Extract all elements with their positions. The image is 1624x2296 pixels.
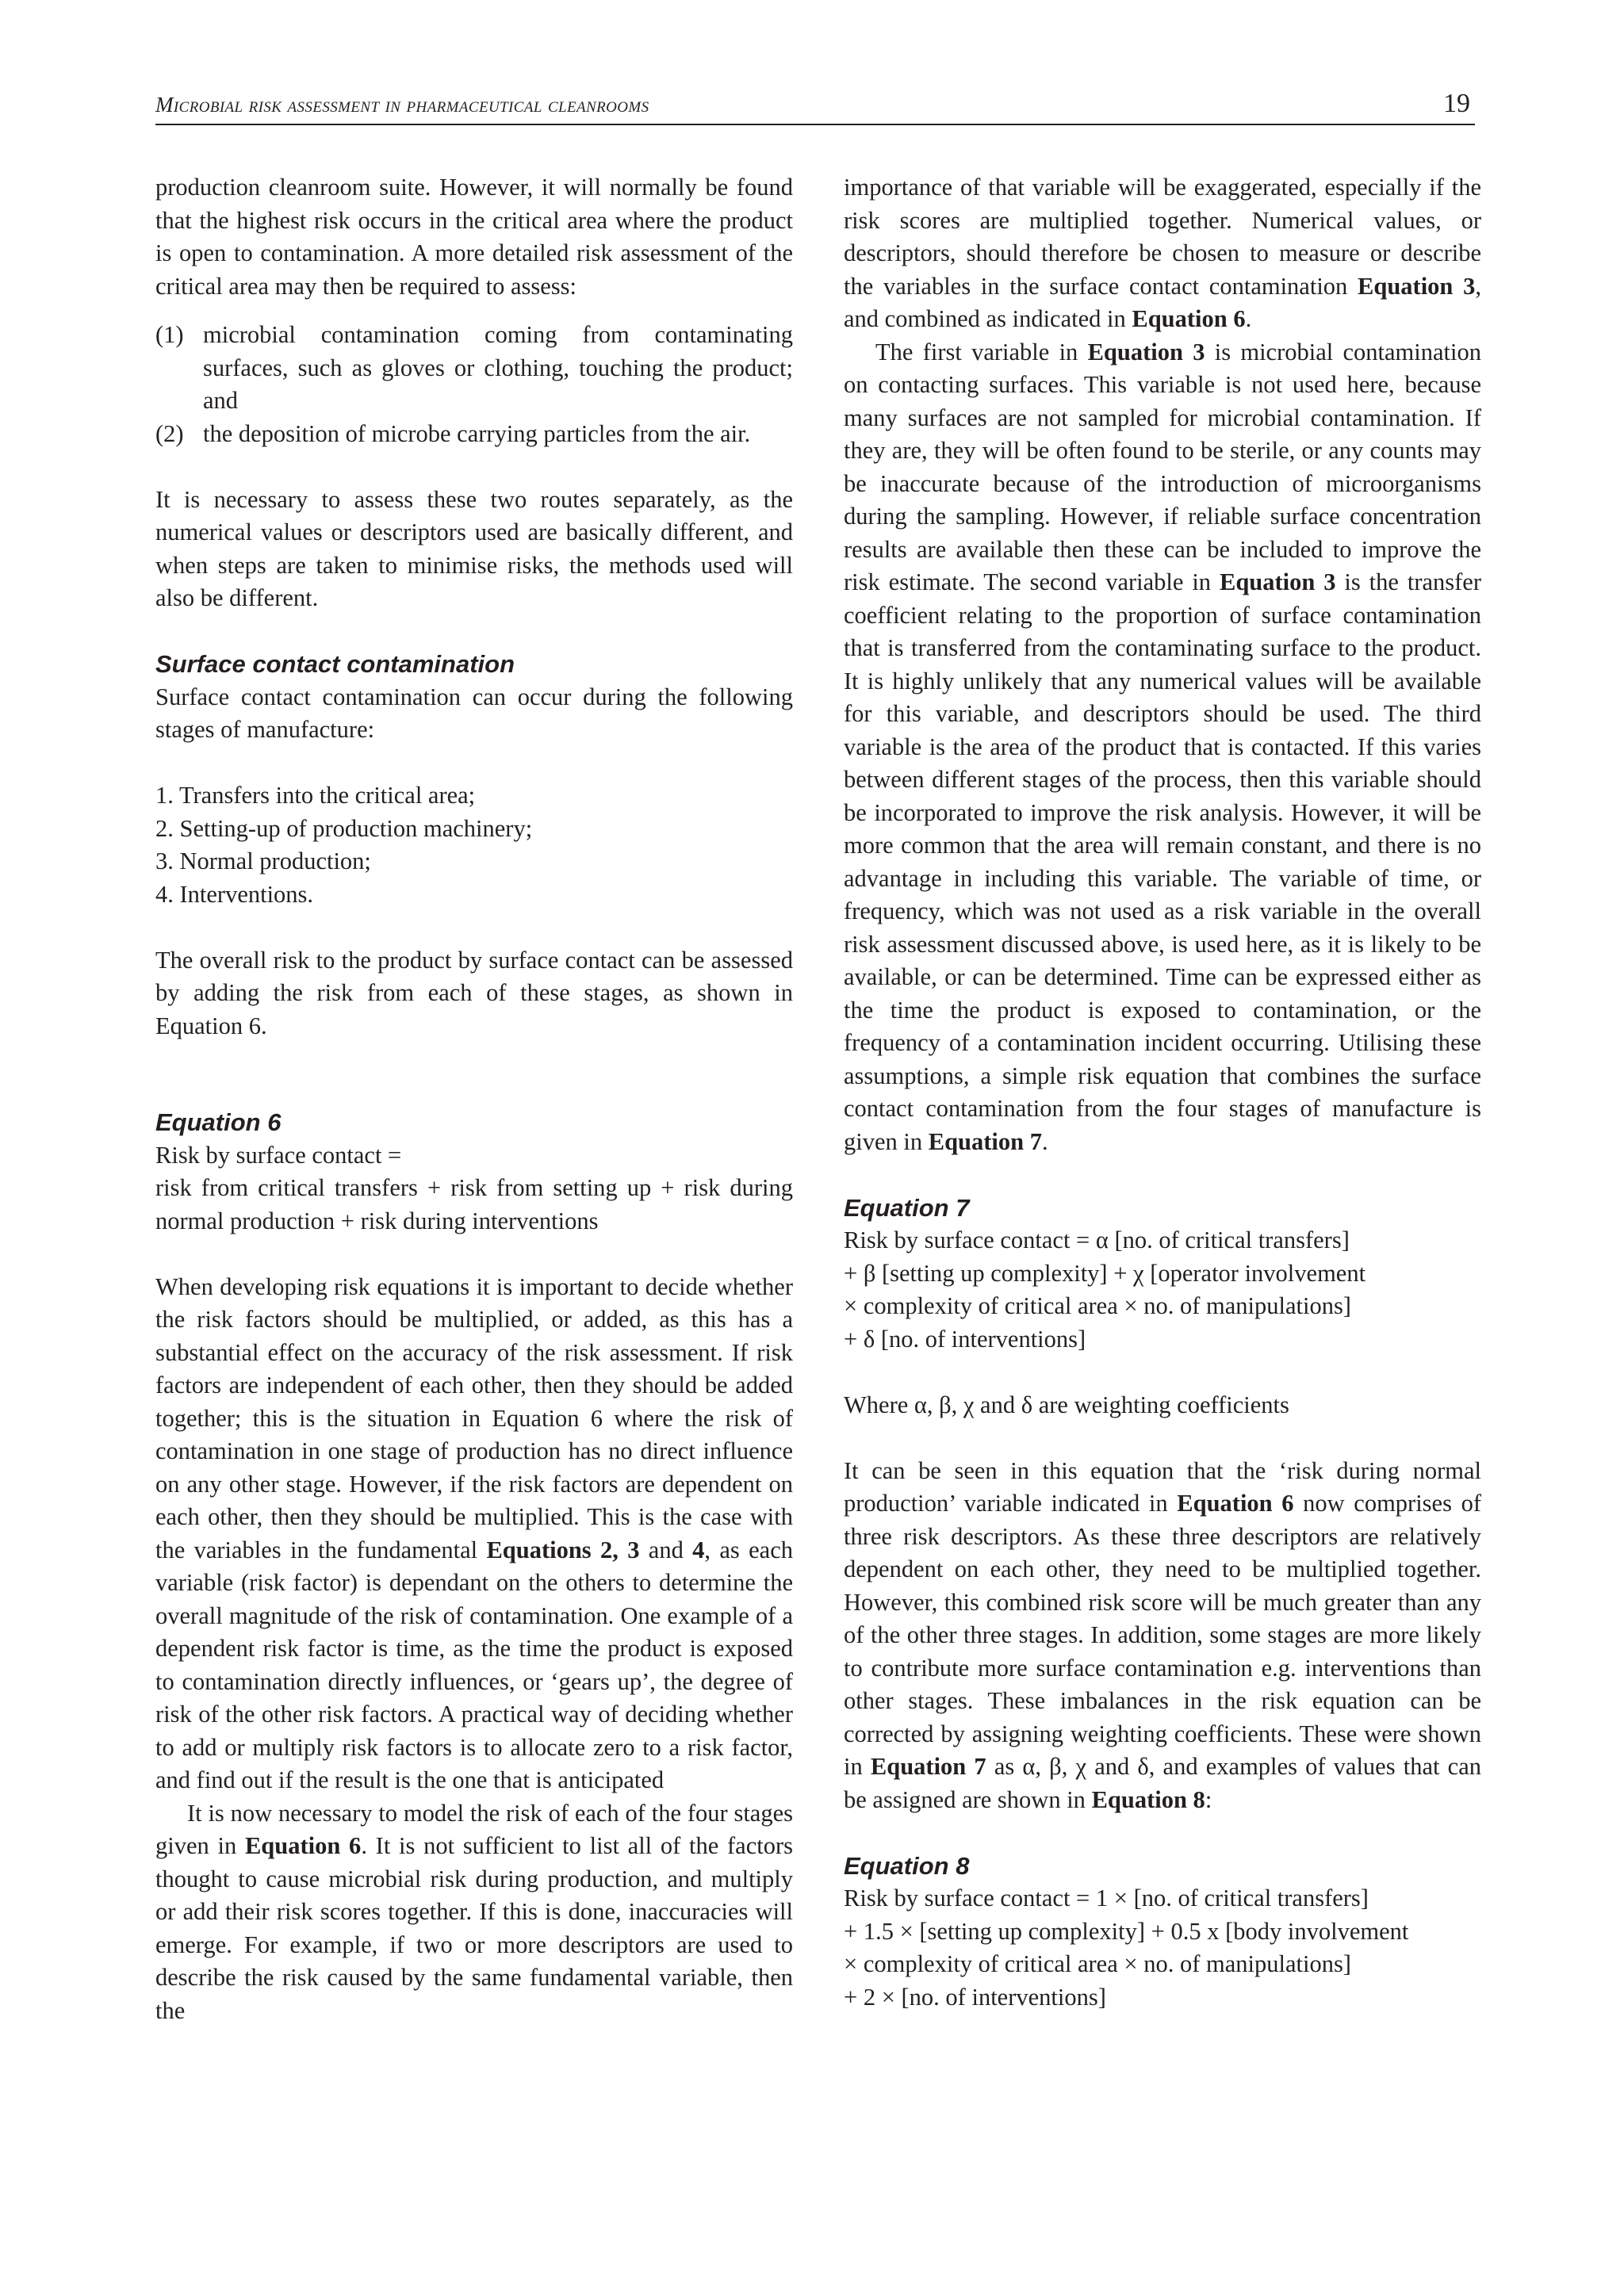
right-column xyxy=(844,171,1481,2014)
list-number: (1) xyxy=(155,321,184,348)
stage-item: 2. Setting-up of production machinery; xyxy=(155,814,533,842)
equation-heading: Equation 8 xyxy=(844,1851,970,1880)
running-title: Microbial risk assessment in pharmaceutical cleanrooms xyxy=(155,93,649,117)
coefficient-note: Where α, β, χ and δ are weighting coefficients xyxy=(844,1391,1289,1418)
left-column xyxy=(155,171,793,2027)
stage-item: 4. Interventions. xyxy=(155,880,314,908)
equation-line: Risk by surface contact = xyxy=(155,1141,402,1169)
list-item xyxy=(155,418,793,451)
equation-line: Risk by surface contact = α [no. of critical transfers] xyxy=(844,1226,1350,1253)
page-number: 19 xyxy=(1443,89,1470,118)
section-heading: Surface contact contamination xyxy=(155,650,515,678)
paragraph: Surface contact contamination can occur during the following stages of manufacture: xyxy=(155,683,793,743)
equation-line: + δ [no. of interventions] xyxy=(844,1325,1086,1353)
equation-line: risk from critical transfers + risk from setting up + risk during normal production + risk during interventions xyxy=(155,1174,793,1234)
list-number: (2) xyxy=(155,419,184,447)
page-header xyxy=(155,86,1475,125)
paragraph: production cleanroom suite. However, it will normally be found that the highest risk occurs in the critical area where the product is open to contamination. A more detailed risk assessment of the critical area may then be required to assess: xyxy=(155,174,793,300)
equation-line: × complexity of critical area × no. of manipulations] xyxy=(844,1950,1351,1977)
paragraph: It can be seen in this equation that the ‘risk during normal production’ variable indicated in Equation 6 now comprises of three risk descriptors. As these three descriptors are relatively dependent on each other, they need to be multiplied together. However, this combined risk score will be much greater than any of the other three stages. In addition, some stages are more likely to contribute more surface contamination e.g. interventions than other stages. These imbalances in the risk equation can be corrected by assigning weighting coefficients. These were shown in Equation 7 as α, β, χ and δ, and examples of values that can be assigned are shown in Equation 8: xyxy=(844,1456,1481,1813)
paragraph: importance of that variable will be exaggerated, especially if the risk scores are multiplied together. Numerical values, or descriptors, should therefore be chosen to measure or describe the variables in the surface contact contamination Equation 3, and combined as indicated in Equation 6. xyxy=(844,174,1481,332)
list-text: microbial contamination coming from contaminating surfaces, such as gloves or clothing, touching the product; and xyxy=(203,321,793,414)
equation-heading: Equation 7 xyxy=(844,1193,970,1222)
equation-line: + 2 × [no. of interventions] xyxy=(844,1983,1106,2011)
paragraph: The overall risk to the product by surface contact can be assessed by adding the risk from each of these stages, as shown in Equation 6. xyxy=(155,946,793,1039)
equation-line: Risk by surface contact = 1 × [no. of critical transfers] xyxy=(844,1885,1369,1911)
equation-line: × complexity of critical area × no. of manipulations] xyxy=(844,1292,1351,1319)
equation-line: + β [setting up complexity] + χ [operator involvement xyxy=(844,1259,1366,1287)
list-text: the deposition of microbe carrying particles from the air. xyxy=(203,419,751,447)
equation-heading: Equation 6 xyxy=(155,1108,282,1136)
paragraph: When developing risk equations it is important to decide whether the risk factors should be multiplied, or added, as this has a substantial effect on the accuracy of the risk assessment. If risk factors are independent of each other, then they should be added together; this is the situation in Equation 6 where the risk of contamination in one stage of production has no direct influence on any other stage. However, if the risk factors are dependent on each other, then they should be multiplied. This is the case with the variables in the fundamental Equations 2, 3 and 4, as each variable (risk factor) is dependant on the others to determine the overall magnitude of the risk of contamination. One example of a dependent risk factor is time, as the time the product is exposed to contamination directly influences, or ‘gears up’, the degree of risk of the other risk factors. A practical way of deciding whether to add or multiply risk factors is to allocate zero to a risk factor, and find out if the result is the one that is anticipated xyxy=(155,1272,793,1793)
stage-item: 1. Transfers into the critical area; xyxy=(155,782,476,809)
paragraph: The first variable in Equation 3 is microbial contamination on contacting surfaces. This variable is not used here, because many surfaces are not sampled for microbial contamination. If they are, they will be often found to be sterile, or any counts may be inaccurate because of the introduction of microorganisms during the sampling. However, if reliable surface concentration results are available then these can be included to improve the risk estimate. The second variable in Equation 3 is the transfer coefficient relating to the proportion of surface contamination that is transferred from the contaminating surface to the product. It is highly unlikely that any numerical values will be available for this variable, and descriptors should be used. The third variable is the area of the product that is contacted. If this varies between different stages of the process, then this variable should be incorporated to improve the risk analysis. However, it will be more common that the area will remain constant, and there is no advantage in including this variable. The variable of time, or frequency, which was not used as a risk variable in the overall risk assessment discussed above, is used here, as it is likely to be available, or can be determined. Time can be expressed either as the time the product is exposed to contamination, or the frequency of a contamination incident occurring. Utilising these assumptions, a simple risk equation that combines the surface contact contamination from the four stages of manufacture is given in Equation 7. xyxy=(844,338,1481,1155)
paragraph: It is necessary to assess these two routes separately, as the numerical values or descriptors used are basically different, and when steps are taken to minimise risks, the methods used will also be different. xyxy=(155,485,793,611)
list-item xyxy=(155,319,793,418)
stage-item: 3. Normal production; xyxy=(155,848,371,874)
equation-line: + 1.5 × [setting up complexity] + 0.5 x [body involvement xyxy=(844,1917,1409,1945)
paragraph: It is now necessary to model the risk of each of the four stages given in Equation 6. It is not sufficient to list all of the factors thought to cause microbial risk during production, and multiply or add their risk scores together. If this is done, inaccuracies will emerge. For example, if two or more descriptors are used to describe the risk caused by the same fundamental variable, then the xyxy=(155,1799,793,2024)
